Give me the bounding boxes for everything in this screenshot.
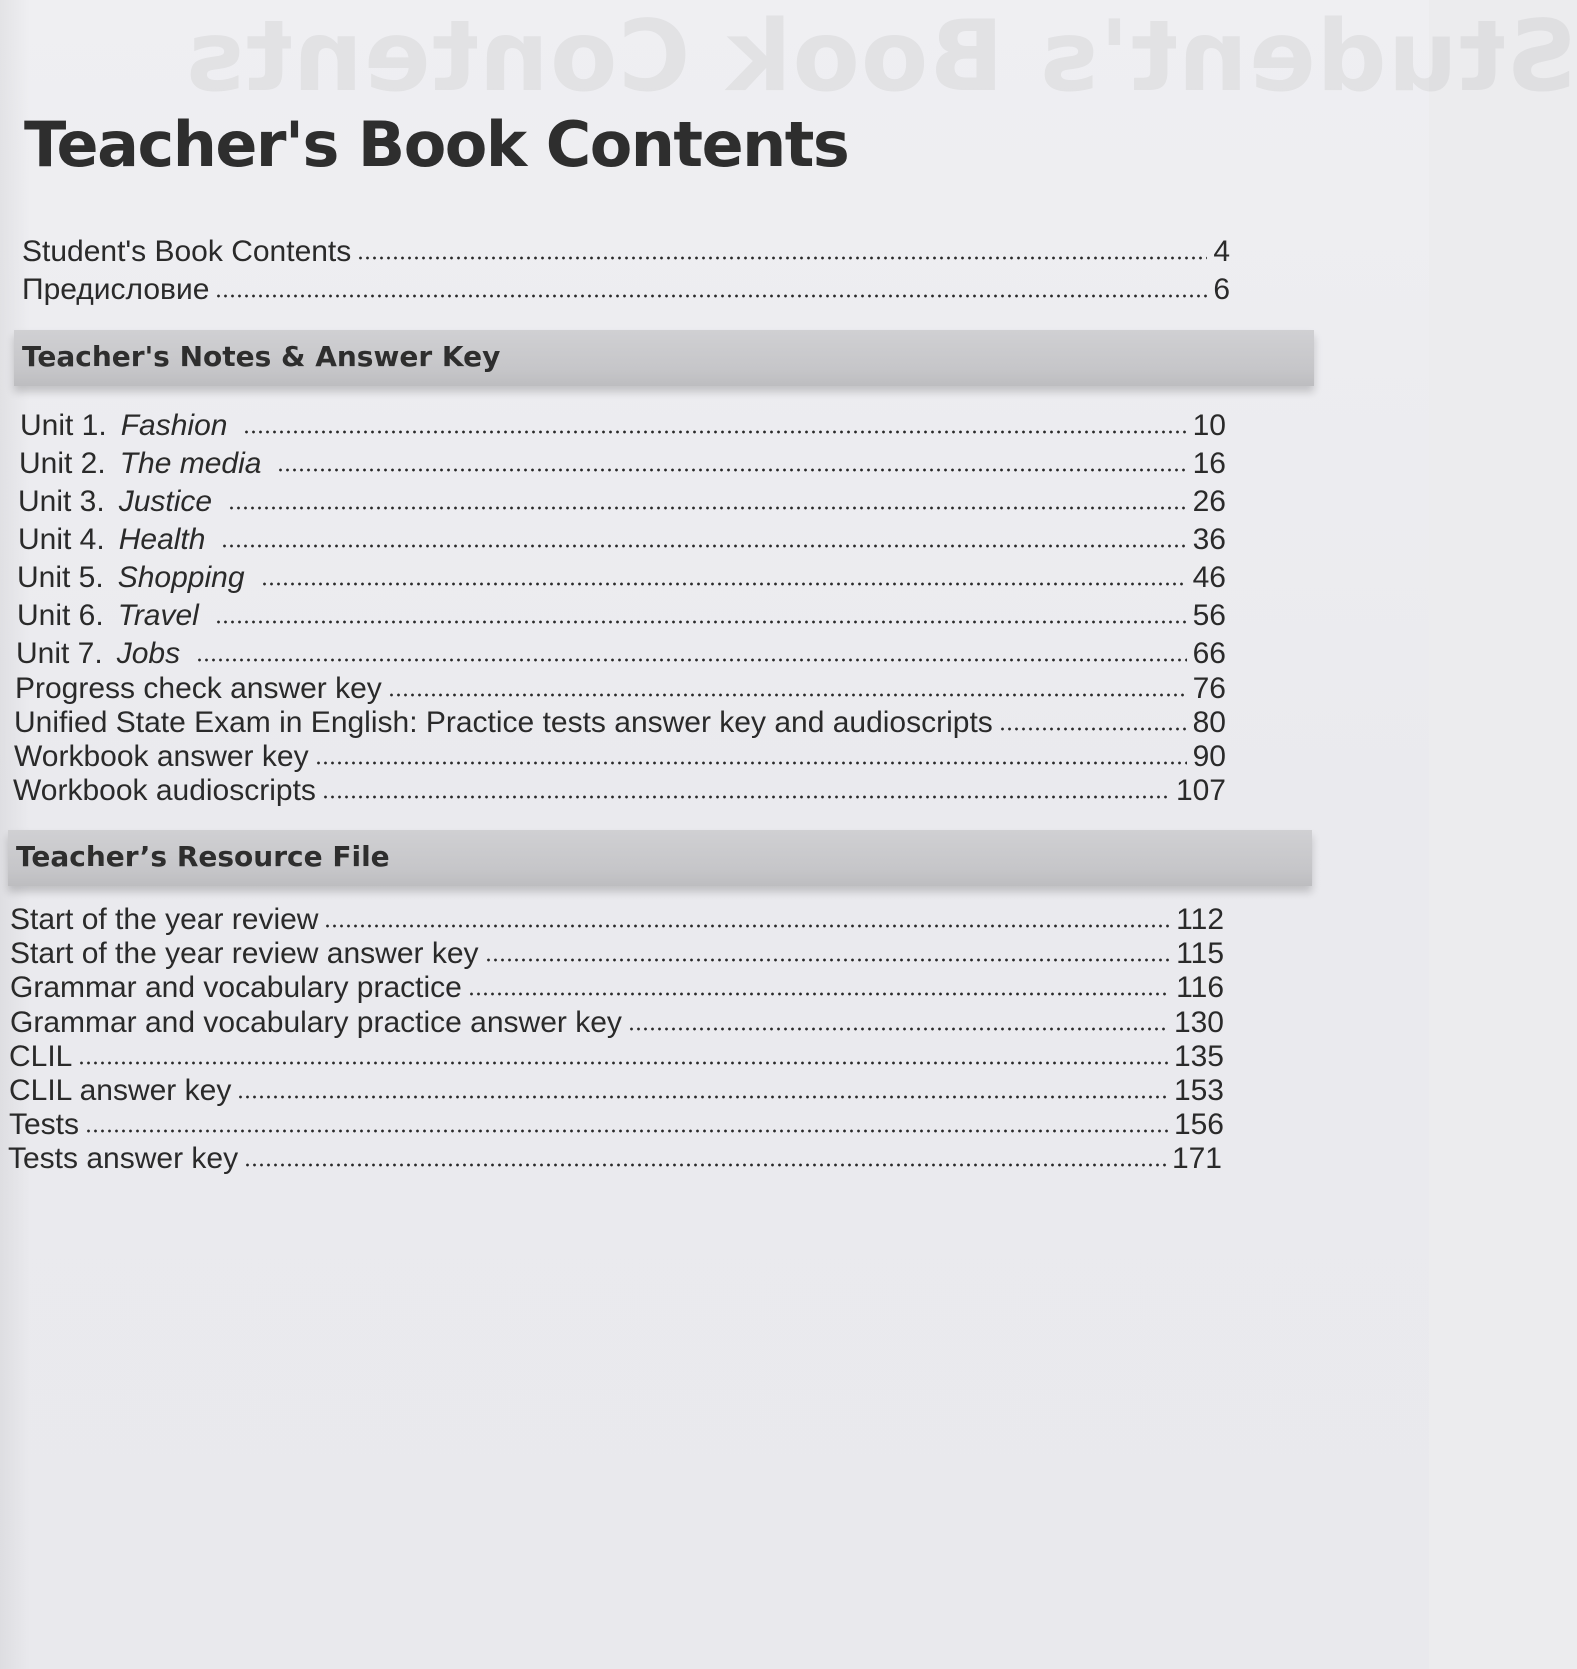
dot-leader — [221, 542, 1186, 550]
toc-entry-tests[interactable] — [9, 1107, 1224, 1143]
dot-leader — [322, 793, 1170, 801]
unit-number: Unit 6. — [17, 599, 104, 632]
dot-leader — [237, 1093, 1168, 1101]
show-through-heading: Student's Book Contents — [185, 0, 1577, 114]
dot-leader — [277, 466, 1186, 474]
toc-entry-progress-check[interactable] — [15, 671, 1226, 707]
dot-leader — [244, 1161, 1166, 1169]
toc-page-number: 156 — [1173, 1108, 1224, 1141]
dot-leader — [85, 1127, 1168, 1135]
toc-page-number: 56 — [1192, 599, 1226, 632]
toc-entry-clil-answer-key[interactable] — [9, 1073, 1224, 1109]
toc-page-number: 26 — [1192, 485, 1226, 518]
toc-entry-label: Предисловие — [22, 273, 210, 306]
toc-entry-label: Tests — [9, 1108, 80, 1141]
toc-page-number: 171 — [1171, 1142, 1222, 1175]
unit-title: The media — [119, 447, 262, 480]
toc-entry-unit-1[interactable] — [20, 408, 1226, 444]
toc-entry-label: Start of the year review answer key — [10, 937, 479, 970]
toc-entry-label: Start of the year review — [10, 903, 319, 936]
dot-leader — [357, 254, 1207, 262]
unit-number: Unit 4. — [18, 523, 105, 556]
toc-entry-predislovie[interactable] — [22, 272, 1230, 308]
toc-entry-grammar-vocab-practice-key[interactable] — [10, 1005, 1224, 1041]
toc-entry-label: Tests answer key — [8, 1142, 239, 1175]
section-heading: Teacher's Notes & Answer Key — [22, 340, 501, 373]
toc-page-number: 112 — [1176, 903, 1224, 936]
unit-title: Jobs — [116, 637, 181, 670]
toc-page-number: 16 — [1192, 447, 1226, 480]
toc-entry-workbook-answer-key[interactable] — [14, 739, 1226, 775]
toc-entry-workbook-audioscripts[interactable] — [13, 773, 1226, 809]
toc-entry-label: Unified State Exam in English: Practice tests answer key and audioscripts — [14, 706, 993, 739]
toc-page-number: 46 — [1192, 561, 1226, 594]
toc-entry-label: CLIL answer key — [9, 1074, 232, 1107]
toc-entry-label: Workbook audioscripts — [13, 774, 316, 807]
dot-leader — [261, 580, 1187, 588]
toc-entry-clil[interactable] — [9, 1039, 1224, 1075]
toc-entry-tests-answer-key[interactable] — [8, 1141, 1222, 1177]
toc-page-number: 76 — [1192, 672, 1226, 705]
toc-entry-label: Workbook answer key — [14, 740, 309, 773]
toc-entry-unit-7[interactable] — [16, 636, 1226, 672]
toc-entry-label: Student's Book Contents — [22, 235, 352, 268]
toc-page-number: 153 — [1173, 1074, 1224, 1107]
toc-page-number: 115 — [1176, 937, 1224, 970]
toc-page-number: 80 — [1192, 706, 1226, 739]
page-title: Teacher's Book Contents — [24, 108, 849, 181]
dot-leader — [243, 428, 1186, 436]
unit-number: Unit 7. — [16, 637, 103, 670]
toc-entry-unit-4[interactable] — [18, 522, 1226, 558]
toc-page-number: 4 — [1213, 235, 1230, 268]
toc-entry-unit-6[interactable] — [17, 598, 1226, 634]
toc-entry-label: CLIL — [9, 1040, 73, 1073]
toc-entry-unit-2[interactable] — [19, 446, 1226, 482]
dot-leader — [215, 618, 1187, 626]
dot-leader — [628, 1025, 1168, 1033]
toc-entry-grammar-vocab-practice[interactable] — [10, 970, 1224, 1006]
dot-leader — [215, 292, 1207, 300]
toc-page-number: 10 — [1192, 409, 1226, 442]
section-header-teachers-notes — [14, 330, 1314, 386]
section-heading: Teacher’s Resource File — [16, 840, 390, 873]
dot-leader — [388, 691, 1187, 699]
dot-leader — [999, 725, 1187, 733]
dot-leader — [315, 759, 1187, 767]
unit-title: Justice — [118, 485, 213, 518]
toc-entry-unit-3[interactable] — [18, 484, 1226, 520]
toc-entry-label: Grammar and vocabulary practice — [10, 971, 462, 1004]
toc-page-number: 6 — [1213, 273, 1230, 306]
toc-page-number: 107 — [1175, 774, 1226, 807]
unit-number: Unit 1. — [20, 409, 107, 442]
toc-page-number: 135 — [1173, 1040, 1224, 1073]
toc-entry-start-of-year-review[interactable] — [10, 902, 1224, 938]
toc-entry-unified-state-exam[interactable] — [14, 705, 1226, 741]
toc-entry-start-of-year-review-key[interactable] — [10, 936, 1224, 972]
dot-leader — [468, 990, 1170, 998]
toc-page-number: 130 — [1173, 1006, 1224, 1039]
dot-leader — [324, 922, 1170, 930]
unit-title: Fashion — [120, 409, 228, 442]
unit-title: Shopping — [117, 561, 245, 594]
unit-title: Travel — [117, 599, 199, 632]
dot-leader — [78, 1059, 1168, 1067]
unit-number: Unit 3. — [18, 485, 105, 518]
toc-entry-students-book-contents[interactable] — [22, 234, 1230, 270]
toc-entry-unit-5[interactable] — [17, 560, 1226, 596]
dot-leader — [485, 956, 1171, 964]
toc-page-number: 90 — [1192, 740, 1226, 773]
toc-page-number: 116 — [1176, 971, 1224, 1004]
toc-page-number: 36 — [1192, 523, 1226, 556]
toc-entry-label: Grammar and vocabulary practice answer key — [10, 1006, 622, 1039]
dot-leader — [196, 656, 1187, 664]
unit-number: Unit 5. — [17, 561, 104, 594]
unit-number: Unit 2. — [19, 447, 106, 480]
dot-leader — [228, 504, 1187, 512]
unit-title: Health — [118, 523, 206, 556]
section-header-resource-file — [8, 830, 1312, 886]
toc-page-number: 66 — [1192, 637, 1226, 670]
toc-entry-label: Progress check answer key — [15, 672, 382, 705]
